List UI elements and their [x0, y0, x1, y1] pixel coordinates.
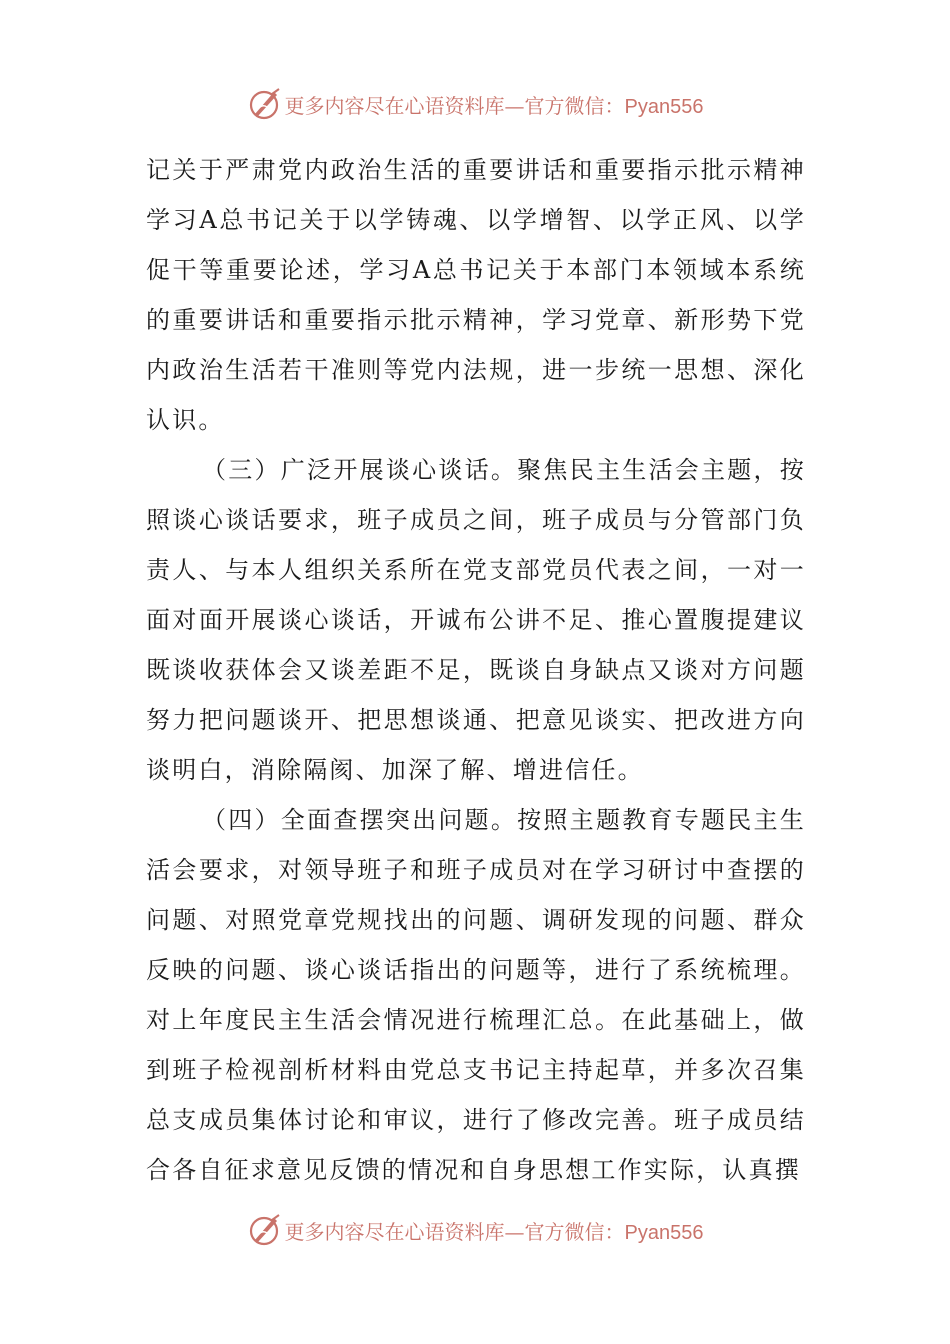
watermark-text: 更多内容尽在心语资料库—官方微信：Pyan556: [284, 1219, 704, 1244]
footer-watermark: [0, 1208, 950, 1252]
paragraph-1: 记关于严肃党内政治生活的重要讲话和重要指示批示精神学习A总书记关于以学铸魂、以学增智、以学正风、以学促干等重要论述，学习A总书记关于本部门本领域本系统的重要讲话和重要指示批示精神，学习党章、新形势下党内政治生活若干准则等党内法规，进一步统一思想、深化认识。: [146, 156, 806, 434]
watermark-text: 更多内容尽在心语资料库—官方微信：Pyan556: [284, 93, 704, 118]
quill-logo-icon: [247, 86, 283, 122]
document-body: [146, 145, 806, 1195]
wechat-id: Pyan556: [624, 1221, 704, 1244]
header-watermark: [0, 82, 950, 126]
wechat-id: Pyan556: [624, 95, 704, 118]
quill-logo-icon: [247, 1212, 283, 1248]
paragraph-2: （三）广泛开展谈心谈话。聚焦民主生活会主题，按照谈心谈话要求，班子成员之间，班子成员与分管部门负责人、与本人组织关系所在党支部党员代表之间，一对一面对面开展谈心谈话，开诚布公讲不足、推心置腹提建议既谈收获体会又谈差距不足，既谈自身缺点又谈对方问题努力把问题谈开、把思想谈通、把意见谈实、把改进方向谈明白，消除隔阂、加深了解、增进信任。: [146, 456, 806, 784]
paragraph-3: （四）全面查摆突出问题。按照主题教育专题民主生活会要求，对领导班子和班子成员对在学习研讨中查摆的问题、对照党章党规找出的问题、调研发现的问题、群众反映的问题、谈心谈话指出的问题等，进行了系统梳理。对上年度民主生活会情况进行梳理汇总。在此基础上，做到班子检视剖析材料由党总支书记主持起草，并多次召集总支成员集体讨论和审议，进行了修改完善。班子成员结合各自征求意见反馈的情况和自身思想工作实际，认真撰: [146, 806, 806, 1184]
